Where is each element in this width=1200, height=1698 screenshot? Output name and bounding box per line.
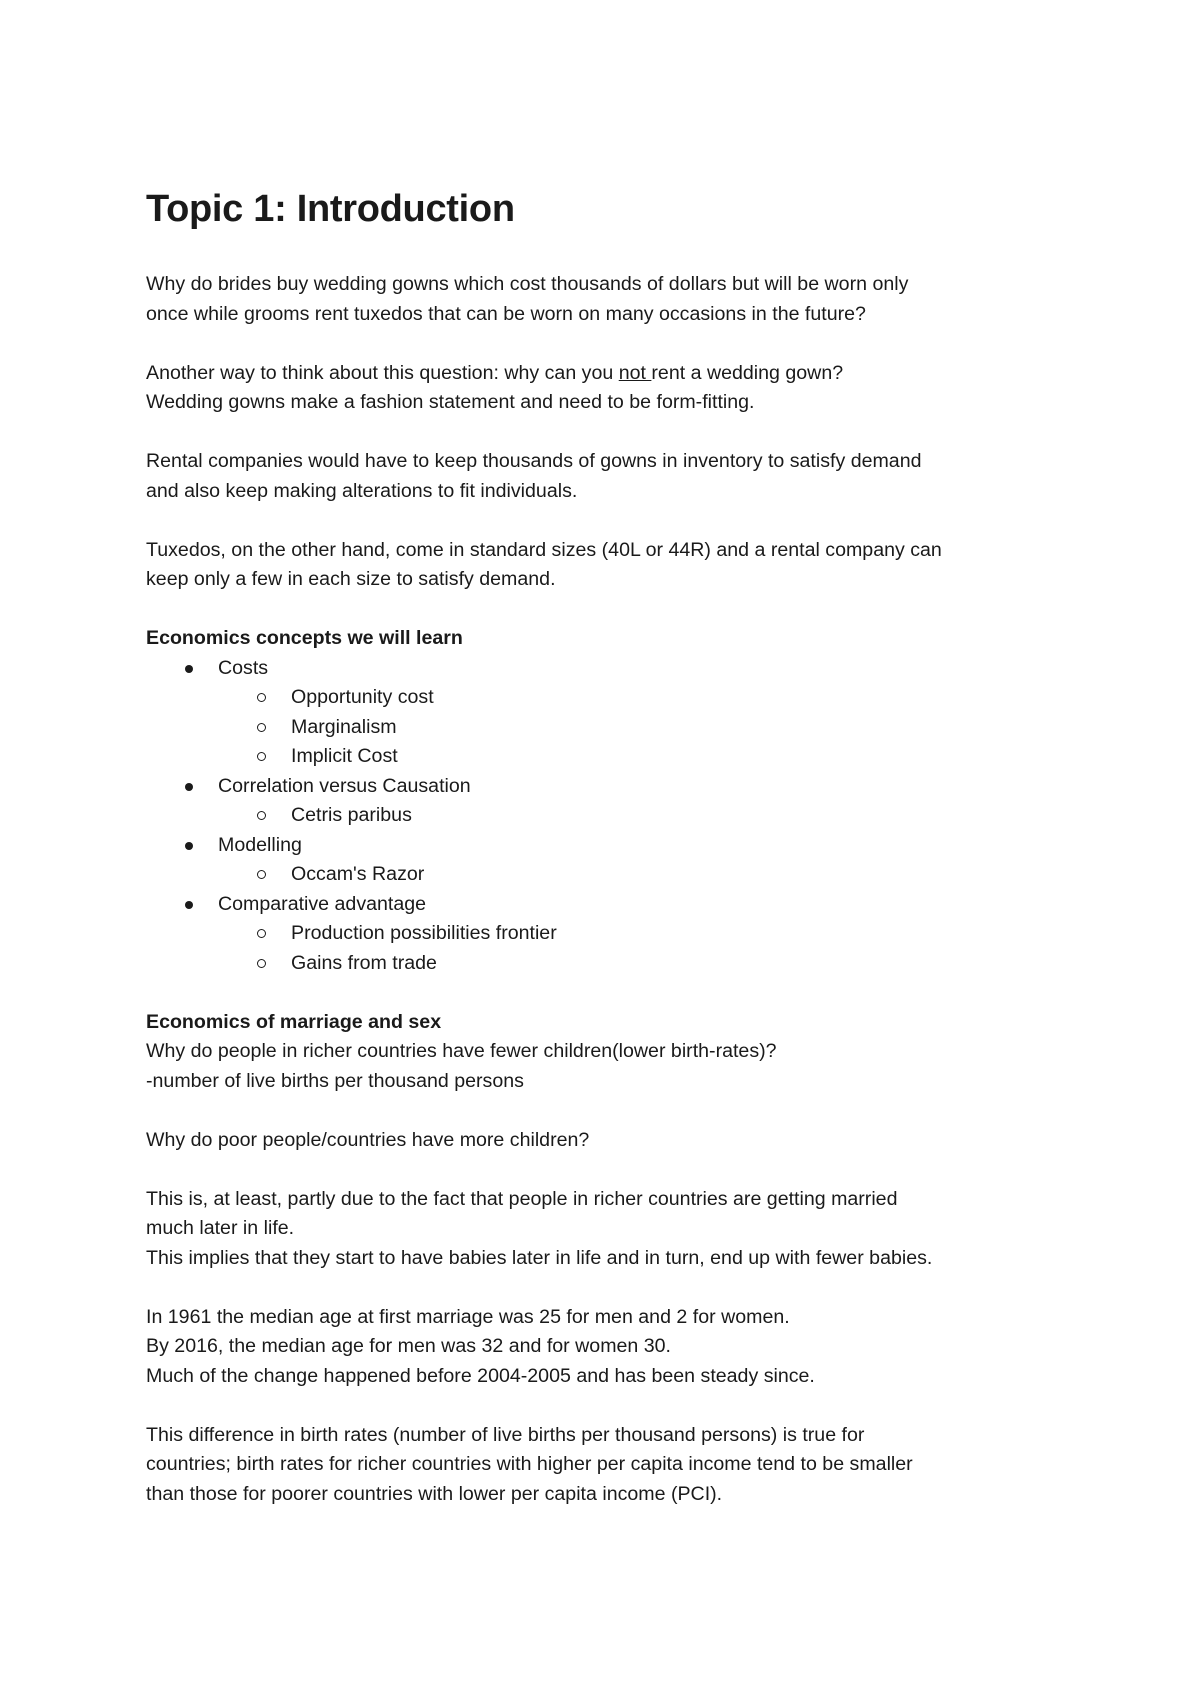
paragraph-line: once while grooms rent tuxedos that can be worn on many occasions in the future?	[146, 302, 866, 325]
sub-list-item	[146, 742, 1076, 772]
paragraph-line: Much of the change happened before 2004-2005 and has been steady since.	[146, 1364, 815, 1387]
filled-bullet-icon	[185, 665, 193, 673]
sub-list-item	[146, 919, 1076, 949]
hollow-bullet-icon	[257, 723, 266, 732]
list-item	[146, 831, 1076, 861]
paragraph-line: Rental companies would have to keep thousands of gowns in inventory to satisfy demand	[146, 450, 922, 472]
sub-list-item-label: Opportunity cost	[291, 686, 434, 708]
spacer	[146, 1391, 1076, 1421]
paragraph-line: Why do people in richer countries have fewer children(lower birth-rates)?	[146, 1040, 777, 1062]
paragraph-line: By 2016, the median age for men was 32 and for women 30.	[146, 1335, 671, 1357]
paragraph-line: This is, at least, partly due to the fact that people in richer countries are getting married	[146, 1187, 898, 1210]
paragraph-line: Tuxedos, on the other hand, come in standard sizes (40L or 44R) and a rental company can	[146, 538, 942, 561]
paragraph-line: than those for poorer countries with lower per capita income (PCI).	[146, 1482, 723, 1505]
list-item-label: Costs	[218, 656, 269, 679]
hollow-bullet-icon	[257, 752, 266, 761]
sub-list-item	[146, 683, 1076, 713]
hollow-bullet-icon	[257, 870, 266, 879]
filled-bullet-icon	[185, 783, 193, 791]
paragraph-line: This implies that they start to have babies later in life and in turn, end up with fewer babies.	[146, 1246, 933, 1269]
paragraph-line: and also keep making alterations to fit individuals.	[146, 479, 578, 502]
paragraph-line	[146, 359, 1076, 389]
paragraph-line: much later in life.	[146, 1217, 295, 1239]
section-heading-concepts: Economics concepts we will learn	[146, 627, 463, 649]
hollow-bullet-icon	[257, 929, 266, 938]
sub-list-item	[146, 860, 1076, 890]
list-item-label: Correlation versus Causation	[218, 774, 471, 797]
section-heading-marriage: Economics of marriage and sex	[146, 1010, 442, 1033]
spacer	[146, 506, 1076, 536]
list-item-label: Comparative advantage	[218, 892, 427, 915]
sub-list-item	[146, 949, 1076, 979]
filled-bullet-icon	[185, 842, 193, 850]
paragraph-line: In 1961 the median age at first marriage was 25 for men and 2 for women.	[146, 1305, 790, 1328]
sub-list-item-label: Cetris paribus	[291, 804, 412, 826]
page-title: Topic 1: Introduction	[146, 188, 515, 230]
paragraph-line: countries; birth rates for richer countries with higher per capita income tend to be smaller	[146, 1453, 913, 1475]
paragraph-line: Wedding gowns make a fashion statement and need to be form-fitting.	[146, 391, 755, 413]
paragraph-line: -number of live births per thousand persons	[146, 1069, 524, 1092]
underlined-text: not	[618, 361, 652, 384]
hollow-bullet-icon	[257, 693, 266, 702]
paragraph-line: keep only a few in each size to satisfy demand.	[146, 568, 556, 590]
spacer	[146, 1155, 1076, 1185]
spacer	[146, 418, 1076, 448]
text-run: rent a wedding gown?	[651, 361, 844, 384]
sub-list-item	[146, 801, 1076, 831]
spacer	[146, 978, 1076, 1008]
spacer	[146, 1096, 1076, 1126]
paragraph-line: Why do brides buy wedding gowns which cost thousands of dollars but will be worn only	[146, 273, 909, 295]
spacer	[146, 1273, 1076, 1303]
list-item-label: Modelling	[218, 833, 302, 856]
hollow-bullet-icon	[257, 811, 266, 820]
filled-bullet-icon	[185, 901, 193, 909]
concepts-list	[146, 654, 1076, 979]
sub-list-item-label: Occam's Razor	[291, 863, 425, 885]
list-item	[146, 772, 1076, 802]
hollow-bullet-icon	[257, 959, 266, 968]
paragraph-line: This difference in birth rates (number of live births per thousand persons) is true for	[146, 1423, 865, 1446]
sub-list-item-label: Gains from trade	[291, 951, 437, 974]
paragraph-line: Why do poor people/countries have more children?	[146, 1128, 590, 1151]
sub-list-item	[146, 713, 1076, 743]
spacer	[146, 595, 1076, 625]
text-run: Another way to think about this question: why can you	[146, 361, 619, 384]
sub-list-item-label: Implicit Cost	[291, 745, 398, 767]
spacer	[146, 329, 1076, 359]
list-item	[146, 890, 1076, 920]
document-content	[146, 186, 1076, 1509]
sub-list-item-label: Marginalism	[291, 715, 397, 738]
sub-list-item-label: Production possibilities frontier	[291, 922, 557, 944]
list-item	[146, 654, 1076, 684]
